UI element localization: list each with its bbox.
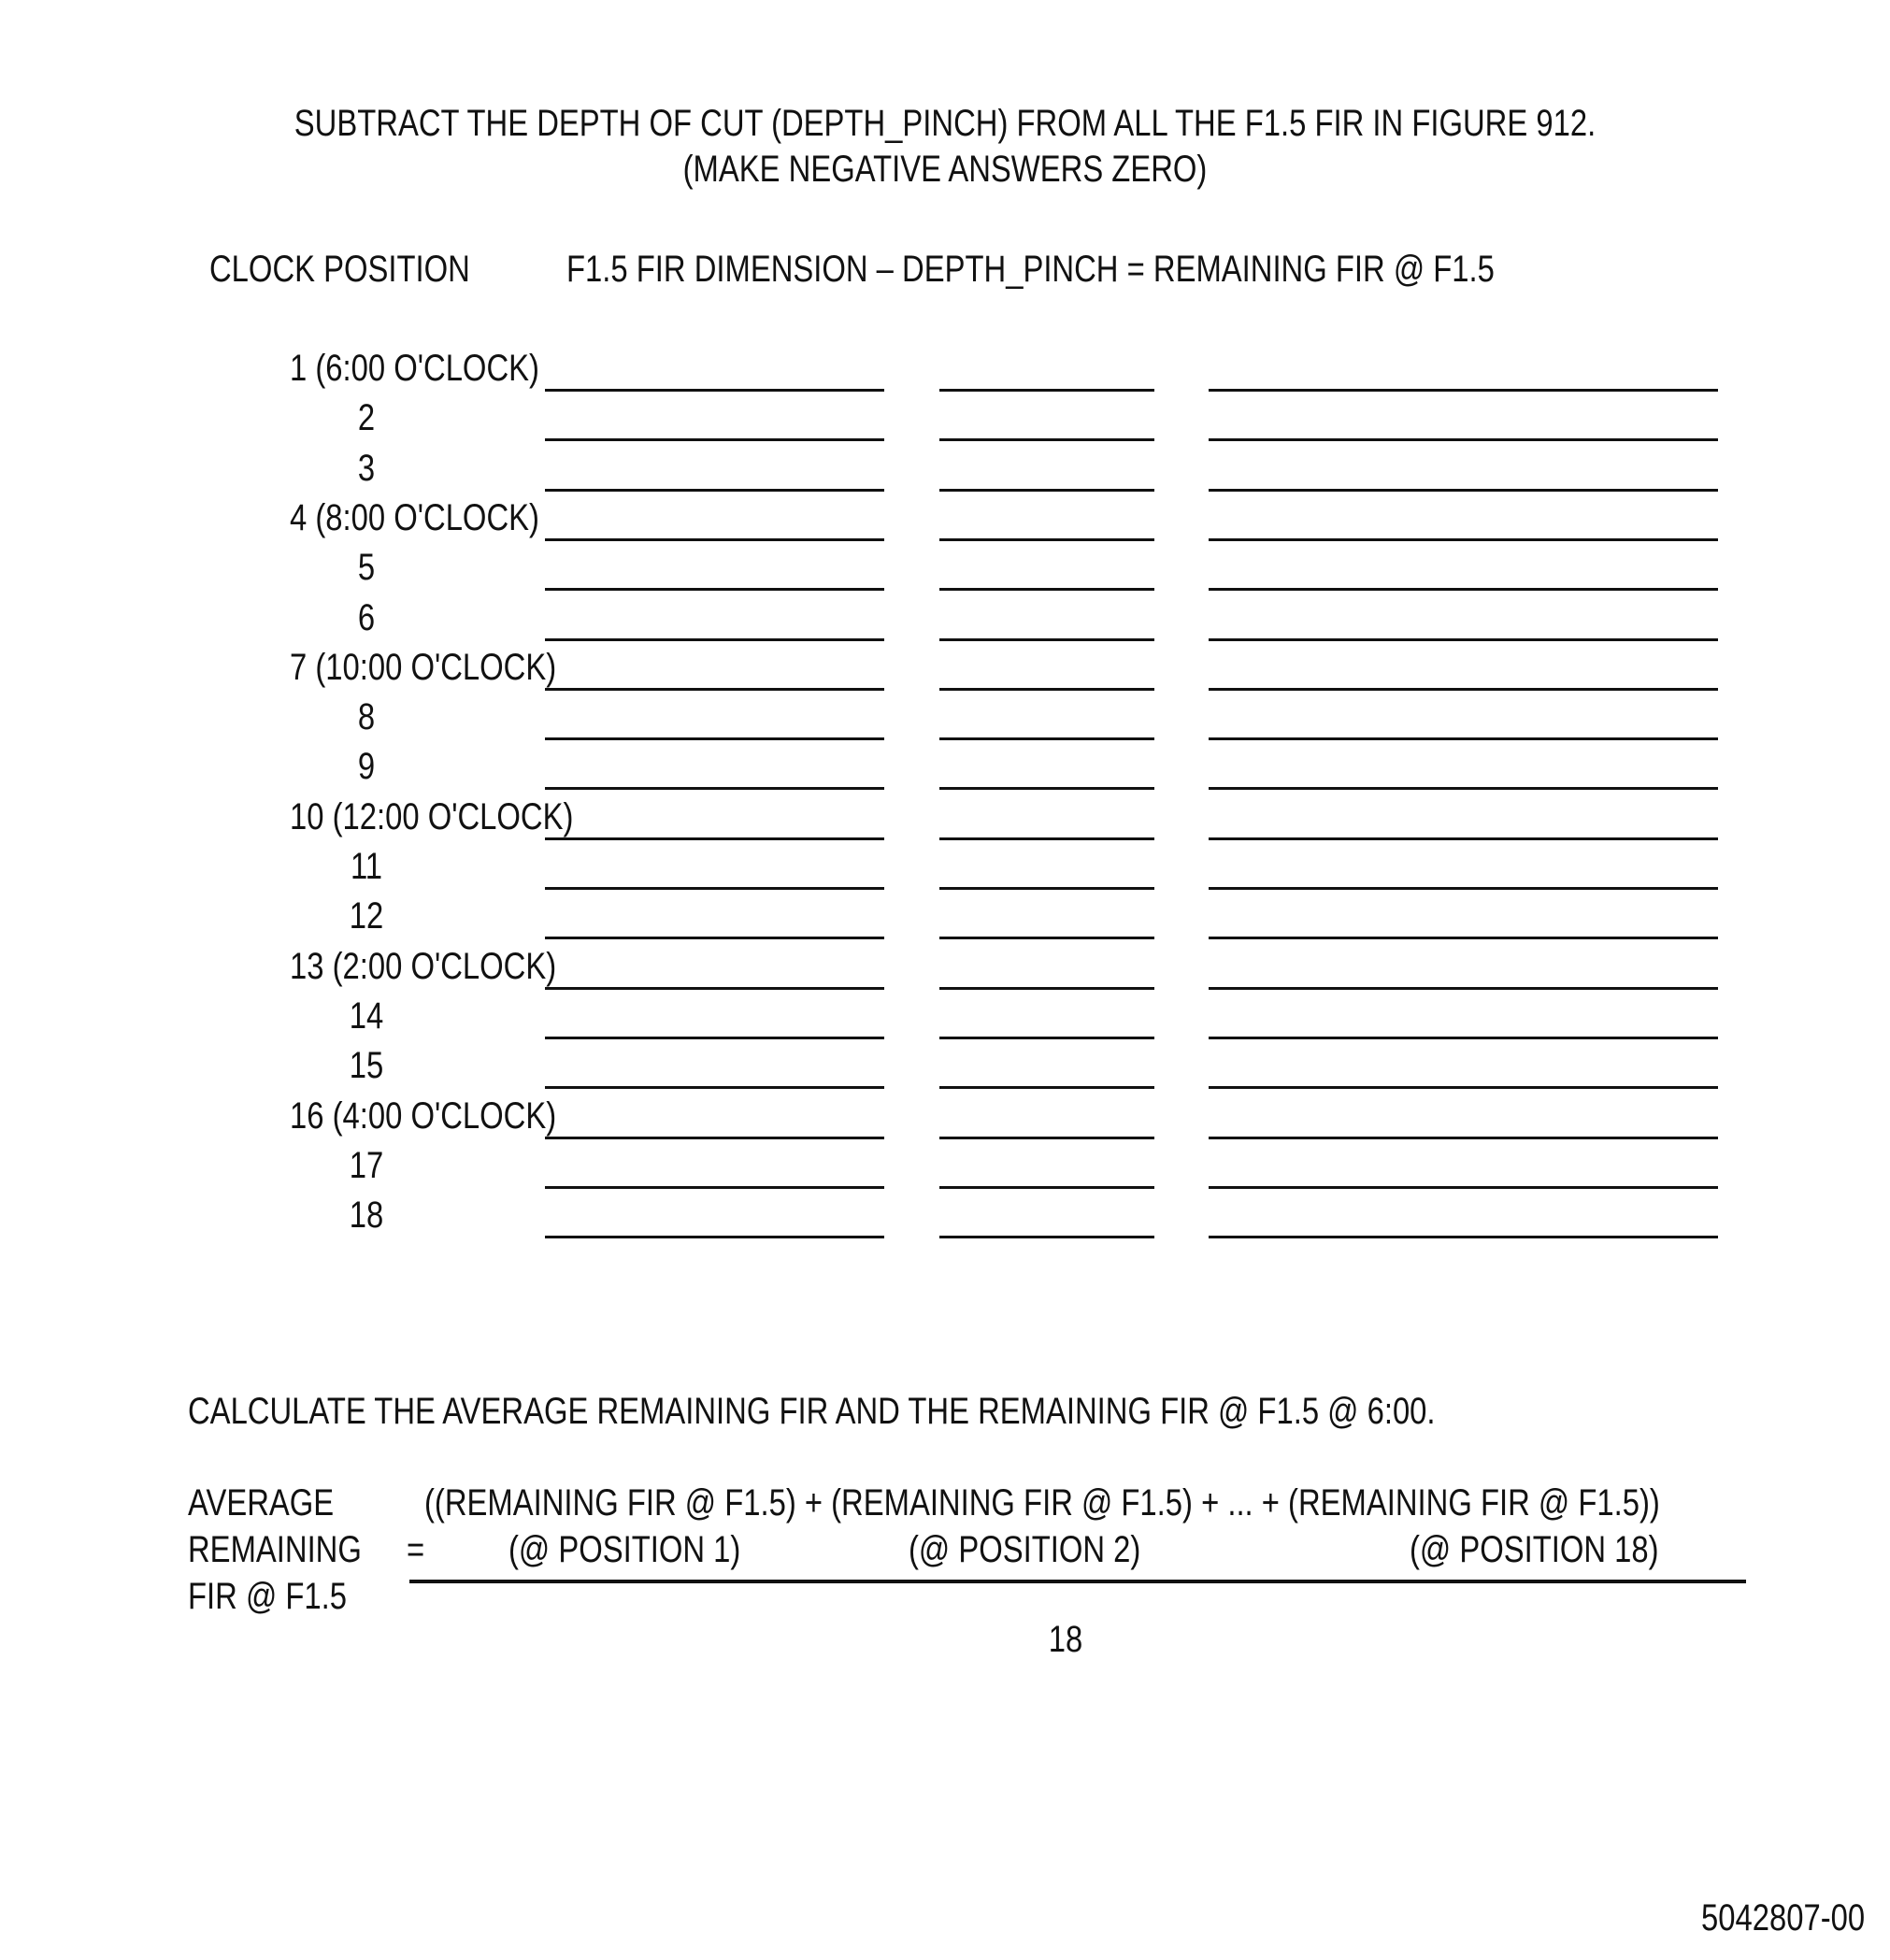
clock-position-label: 13 (2:00 O'CLOCK) <box>290 945 557 987</box>
fir-dimension-blank[interactable] <box>545 787 884 790</box>
clock-position-label: 4 (8:00 O'CLOCK) <box>290 496 539 538</box>
remaining-fir-blank[interactable] <box>1209 1236 1718 1238</box>
remaining-fir-blank[interactable] <box>1209 1137 1718 1139</box>
formula-label-line-2: REMAINING <box>188 1529 362 1570</box>
numerator-position-2: (@ POSITION 2) <box>909 1529 1141 1570</box>
remaining-fir-blank[interactable] <box>1209 389 1718 392</box>
column-header-formula: F1.5 FIR DIMENSION – DEPTH_PINCH = REMAINING FIR @ F1.5 <box>566 249 1495 290</box>
clock-position-label: 9 <box>357 746 376 788</box>
remaining-fir-blank[interactable] <box>1209 588 1718 591</box>
depth-pinch-blank[interactable] <box>939 438 1154 441</box>
clock-position-label: 18 <box>349 1195 384 1237</box>
fraction-bar <box>409 1580 1746 1583</box>
depth-pinch-blank[interactable] <box>939 1037 1154 1039</box>
remaining-fir-blank[interactable] <box>1209 638 1718 641</box>
instruction-line-2: (MAKE NEGATIVE ANSWERS ZERO) <box>682 149 1208 190</box>
clock-position-label: 7 (10:00 O'CLOCK) <box>290 646 557 688</box>
fir-dimension-blank[interactable] <box>545 937 884 939</box>
remaining-fir-blank[interactable] <box>1209 1037 1718 1039</box>
depth-pinch-blank[interactable] <box>939 588 1154 591</box>
fir-dimension-blank[interactable] <box>545 1086 884 1089</box>
calculation-heading: CALCULATE THE AVERAGE REMAINING FIR AND THE REMAINING FIR @ F1.5 @ 6:00. <box>188 1391 1436 1432</box>
remaining-fir-blank[interactable] <box>1209 737 1718 740</box>
remaining-fir-blank[interactable] <box>1209 538 1718 541</box>
remaining-fir-blank[interactable] <box>1209 987 1718 990</box>
depth-pinch-blank[interactable] <box>939 737 1154 740</box>
depth-pinch-blank[interactable] <box>939 1137 1154 1139</box>
clock-position-label: 6 <box>357 596 376 638</box>
remaining-fir-blank[interactable] <box>1209 1186 1718 1189</box>
fir-dimension-blank[interactable] <box>545 688 884 691</box>
remaining-fir-blank[interactable] <box>1209 887 1718 890</box>
fir-dimension-blank[interactable] <box>545 837 884 840</box>
fir-dimension-blank[interactable] <box>545 489 884 492</box>
depth-pinch-blank[interactable] <box>939 538 1154 541</box>
clock-position-label: 15 <box>349 1045 384 1087</box>
remaining-fir-blank[interactable] <box>1209 438 1718 441</box>
remaining-fir-blank[interactable] <box>1209 787 1718 790</box>
depth-pinch-blank[interactable] <box>939 887 1154 890</box>
fir-dimension-blank[interactable] <box>545 389 884 392</box>
clock-position-label: 17 <box>349 1144 384 1186</box>
fir-dimension-blank[interactable] <box>545 1236 884 1238</box>
clock-position-label: 10 (12:00 O'CLOCK) <box>290 795 574 837</box>
clock-position-label: 3 <box>357 447 376 489</box>
formula-numerator: ((REMAINING FIR @ F1.5) + (REMAINING FIR @ F1.5) + ... + (REMAINING FIR @ F1.5)) <box>424 1482 1660 1524</box>
depth-pinch-blank[interactable] <box>939 638 1154 641</box>
fir-dimension-blank[interactable] <box>545 1037 884 1039</box>
numerator-position-18: (@ POSITION 18) <box>1410 1529 1659 1570</box>
remaining-fir-blank[interactable] <box>1209 937 1718 939</box>
clock-position-label: 14 <box>349 994 384 1037</box>
depth-pinch-blank[interactable] <box>939 837 1154 840</box>
depth-pinch-blank[interactable] <box>939 1186 1154 1189</box>
fir-dimension-blank[interactable] <box>545 887 884 890</box>
depth-pinch-blank[interactable] <box>939 688 1154 691</box>
clock-position-label: 8 <box>357 696 376 738</box>
formula-label-line-3: FIR @ F1.5 <box>188 1576 347 1617</box>
depth-pinch-blank[interactable] <box>939 489 1154 492</box>
depth-pinch-blank[interactable] <box>939 787 1154 790</box>
fir-dimension-blank[interactable] <box>545 538 884 541</box>
depth-pinch-blank[interactable] <box>939 987 1154 990</box>
fir-dimension-blank[interactable] <box>545 1137 884 1139</box>
fir-dimension-blank[interactable] <box>545 638 884 641</box>
clock-position-label: 16 (4:00 O'CLOCK) <box>290 1094 557 1137</box>
remaining-fir-blank[interactable] <box>1209 688 1718 691</box>
fir-dimension-blank[interactable] <box>545 588 884 591</box>
depth-pinch-blank[interactable] <box>939 1086 1154 1089</box>
equals-sign: = <box>407 1529 425 1570</box>
column-header-clock-position: CLOCK POSITION <box>209 249 470 290</box>
remaining-fir-blank[interactable] <box>1209 837 1718 840</box>
clock-position-label: 2 <box>357 397 376 439</box>
formula-label-line-1: AVERAGE <box>188 1482 335 1524</box>
numerator-position-1: (@ POSITION 1) <box>508 1529 741 1570</box>
depth-pinch-blank[interactable] <box>939 389 1154 392</box>
clock-position-label: 1 (6:00 O'CLOCK) <box>290 348 539 389</box>
depth-pinch-blank[interactable] <box>939 1236 1154 1238</box>
fir-dimension-blank[interactable] <box>545 1186 884 1189</box>
fir-dimension-blank[interactable] <box>545 438 884 441</box>
document-number: 5042807-00 <box>1701 1897 1866 1939</box>
remaining-fir-blank[interactable] <box>1209 489 1718 492</box>
depth-pinch-blank[interactable] <box>939 937 1154 939</box>
clock-position-label: 11 <box>350 846 383 887</box>
formula-denominator: 18 <box>1048 1619 1083 1660</box>
clock-position-label: 12 <box>349 895 384 937</box>
fir-dimension-blank[interactable] <box>545 987 884 990</box>
fir-dimension-blank[interactable] <box>545 737 884 740</box>
clock-position-label: 5 <box>357 547 376 589</box>
instruction-line-1: SUBTRACT THE DEPTH OF CUT (DEPTH_PINCH) FROM ALL THE F1.5 FIR IN FIGURE 912. <box>294 103 1596 144</box>
remaining-fir-blank[interactable] <box>1209 1086 1718 1089</box>
